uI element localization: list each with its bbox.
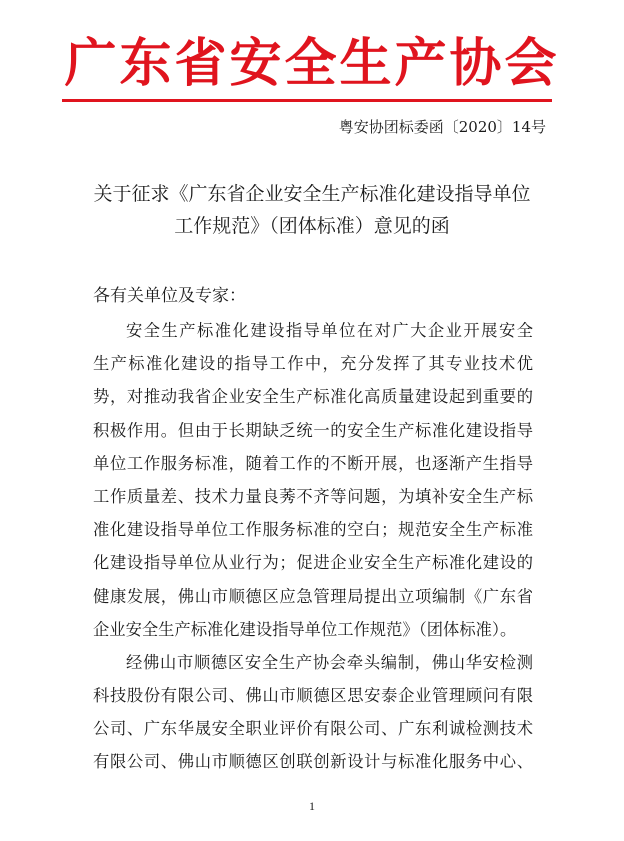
body-line: 积极作用。但由于长期缺乏统一的安全生产标准化建设指导 bbox=[93, 420, 533, 440]
subject-line-2: 工作规范》（团体标准）意见的函 bbox=[174, 215, 450, 237]
subject-line-1: 关于征求《广东省企业安全生产标准化建设指导单位 bbox=[93, 183, 531, 205]
body-line: 准化建设指导单位工作服务标准的空白；规范安全生产标准 bbox=[93, 520, 533, 540]
body-line: 经佛山市顺德区安全生产协会牵头编制，佛山华安检测 bbox=[126, 652, 533, 672]
letterhead-red-rule bbox=[62, 99, 552, 102]
letter-body bbox=[93, 314, 533, 779]
body-line: 单位工作服务标准，随着工作的不断开展，也逐渐产生指导 bbox=[93, 453, 533, 473]
body-line: 科技股份有限公司、佛山市顺德区思安泰企业管理顾问有限 bbox=[93, 686, 533, 706]
body-line: 生产标准化建设的指导工作中，充分发挥了其专业技术优 bbox=[93, 354, 533, 374]
letterhead-title: 广东省安全生产协会 bbox=[64, 33, 560, 94]
body-line: 公司、广东华晟安全职业评价有限公司、广东利诚检测技术 bbox=[93, 719, 533, 739]
body-line: 工作质量差、技术力量良莠不齐等问题，为填补安全生产标 bbox=[93, 486, 533, 506]
salutation: 各有关单位及专家： bbox=[93, 286, 246, 306]
body-line: 安全生产标准化建设指导单位在对广大企业开展安全 bbox=[126, 321, 533, 340]
body-line: 势，对推动我省企业安全生产标准化高质量建设起到重要的 bbox=[93, 387, 533, 407]
page-number: 1 bbox=[309, 799, 315, 813]
body-line: 企业安全生产标准化建设指导单位工作规范》（团体标准）。 bbox=[93, 619, 517, 639]
document-number: 粤安协团标委函〔2020〕14号 bbox=[338, 118, 546, 136]
body-line: 化建设指导单位从业行为；促进企业安全生产标准化建设的 bbox=[93, 553, 533, 573]
document-subject bbox=[70, 178, 554, 242]
body-line: 有限公司、佛山市顺德区创联创新设计与标准化服务中心、 bbox=[93, 752, 533, 772]
body-line: 健康发展，佛山市顺德区应急管理局提出立项编制《广东省 bbox=[93, 586, 533, 606]
